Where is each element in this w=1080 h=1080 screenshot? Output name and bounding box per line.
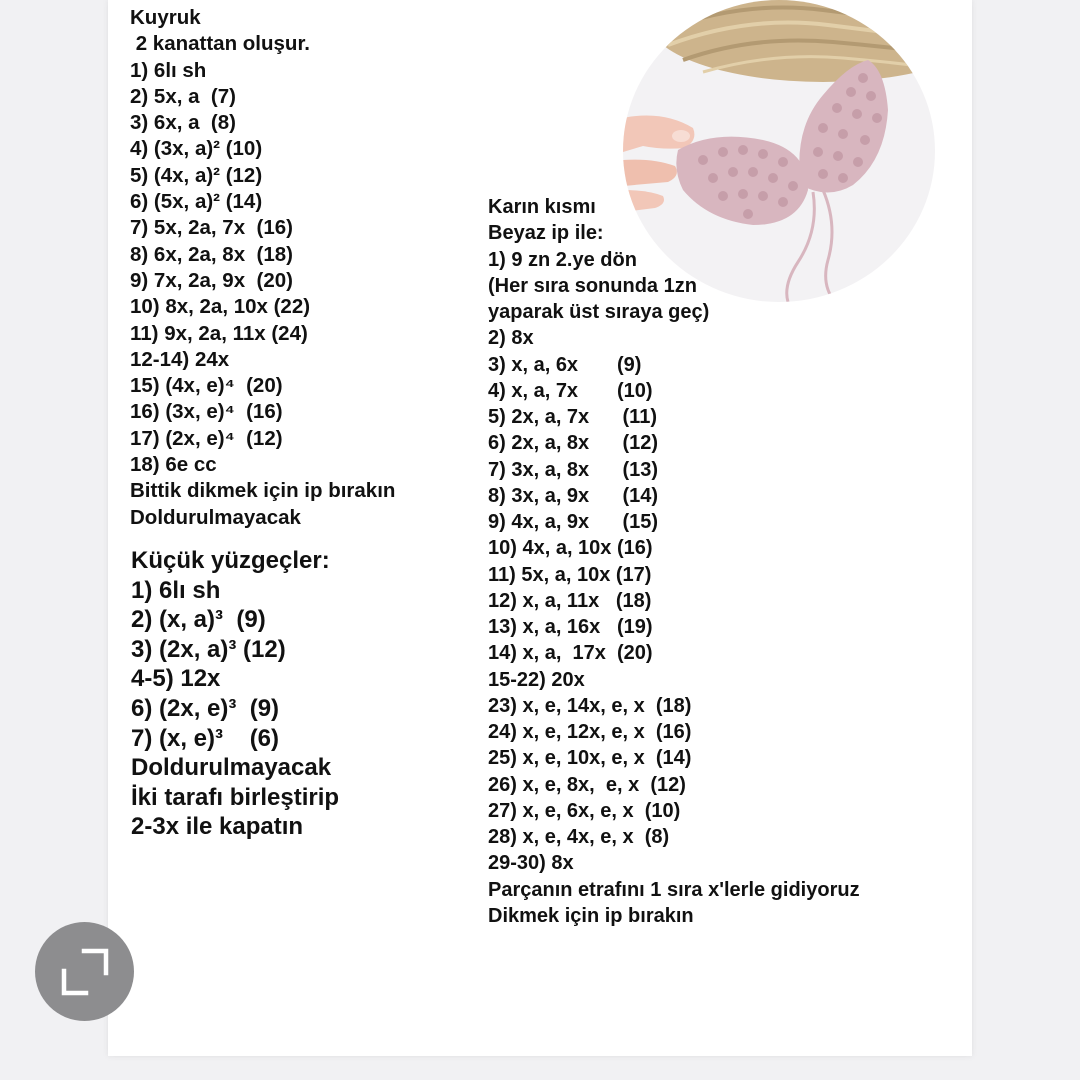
belly-instruction-line: (Her sıra sonunda 1zn [488, 274, 697, 297]
fins-instruction-line: Küçük yüzgeçler: [131, 547, 330, 574]
belly-instruction-line: 1) 9 zn 2.ye dön [488, 248, 637, 271]
belly-instruction-line: 12) x, a, 11x (18) [488, 589, 652, 612]
tail-instruction-line: 7) 5x, 2a, 7x (16) [130, 216, 293, 240]
belly-instruction-line: 3) x, a, 6x (9) [488, 353, 642, 376]
belly-instruction-line: 8) 3x, a, 9x (14) [488, 484, 659, 507]
tail-instruction-line: 15) (4x, e)⁴ (20) [130, 374, 283, 398]
belly-instruction-line: 27) x, e, 6x, e, x (10) [488, 799, 681, 822]
tail-instruction-line: 12-14) 24x [130, 347, 230, 371]
fins-instruction-line: İki tarafı birleştirip [131, 783, 340, 811]
tail-instruction-line: 2) 5x, a (7) [130, 84, 236, 108]
belly-instruction-line: 26) x, e, 8x, e, x (12) [488, 773, 686, 796]
belly-instruction-line: 13) x, a, 16x (19) [488, 616, 653, 638]
crochet-fin-left [676, 137, 808, 225]
belly-instruction-line: 6) 2x, a, 8x (12) [488, 432, 659, 455]
fins-instruction-line: 2-3x ile kapatın [131, 813, 304, 841]
tail-instruction-line: 1) 6lı sh [130, 58, 207, 82]
fins-instruction-line: 6) (2x, e)³ (9) [131, 694, 280, 722]
belly-instruction-line: 7) 3x, a, 8x (13) [488, 458, 659, 481]
tail-instruction-line: 5) (4x, a)² (12) [130, 163, 263, 187]
fins-instruction-line: Doldurulmayacak [131, 754, 332, 782]
belly-instruction-line: Karın kısmı [488, 196, 596, 218]
belly-instruction-line: 11) 5x, a, 10x (17) [488, 563, 652, 586]
belly-instruction-line: 4) x, a, 7x (10) [488, 379, 653, 402]
belly-instruction-line: 5) 2x, a, 7x (11) [488, 406, 657, 428]
tail-instruction-line: 18) 6e cc [130, 453, 217, 477]
tail-instruction-line: 2 kanattan oluşur. [130, 32, 310, 56]
crochet-tail-photo [623, 0, 935, 302]
tail-instruction-line: 6) (5x, a)² (14) [130, 190, 263, 214]
tail-instruction-line: 16) (3x, e)⁴ (16) [130, 400, 283, 424]
belly-instruction-line: 2) 8x [488, 327, 534, 350]
fins-instruction-line: 7) (x, e)³ (6) [131, 724, 280, 752]
belly-instruction-line: 29-30) 8x [488, 852, 574, 875]
belly-instruction-line: 10) 4x, a, 10x (16) [488, 537, 653, 560]
tail-instruction-line: Doldurulmayacak [130, 505, 301, 529]
belly-instruction-line: 25) x, e, 10x, e, x (14) [488, 747, 692, 770]
fins-instruction-line: 1) 6lı sh [131, 576, 221, 604]
fins-instruction-line: 3) (2x, a)³ (12) [131, 635, 286, 663]
expand-icon [58, 945, 112, 999]
expand-button[interactable] [35, 922, 134, 1021]
tail-instruction-line: 4) (3x, a)² (10) [130, 137, 263, 161]
belly-instruction-line: 28) x, e, 4x, e, x (8) [488, 826, 670, 848]
belly-instruction-line: Dikmek için ip bırakın [488, 904, 694, 927]
belly-instruction-line: 15-22) 20x [488, 668, 585, 691]
fins-instruction-line: 4-5) 12x [131, 665, 221, 693]
tail-instruction-line: 3) 6x, a (8) [130, 111, 236, 135]
tail-instructions [130, 5, 395, 531]
belly-instruction-line: 9) 4x, a, 9x (15) [488, 511, 659, 533]
tail-instruction-line: Bittik dikmek için ip bırakın [130, 479, 396, 503]
tail-instruction-line: 17) (2x, e)⁴ (12) [130, 426, 283, 450]
fins-instruction-line: 2) (x, a)³ (9) [131, 606, 266, 634]
belly-instruction-line: Beyaz ip ile: [488, 222, 604, 245]
tail-instruction-line: 8) 6x, 2a, 8x (18) [130, 242, 293, 266]
belly-instruction-line: 14) x, a, 17x (20) [488, 642, 653, 665]
belly-instructions [488, 194, 860, 929]
belly-instruction-line: yaparak üst sıraya geç) [488, 301, 710, 323]
belly-instruction-line: 23) x, e, 14x, e, x (18) [488, 694, 692, 717]
belly-instruction-line: 24) x, e, 12x, e, x (16) [488, 721, 692, 743]
belly-instruction-line: Parçanın etrafını 1 sıra x'lerle gidiyoruz [488, 878, 860, 901]
tail-instruction-line: 11) 9x, 2a, 11x (24) [130, 321, 308, 345]
small-fins-instructions [131, 546, 339, 842]
tail-instruction-line: 9) 7x, 2a, 9x (20) [130, 268, 293, 292]
tail-instruction-line: Kuyruk [130, 6, 201, 29]
tail-instruction-line: 10) 8x, 2a, 10x (22) [130, 295, 311, 319]
